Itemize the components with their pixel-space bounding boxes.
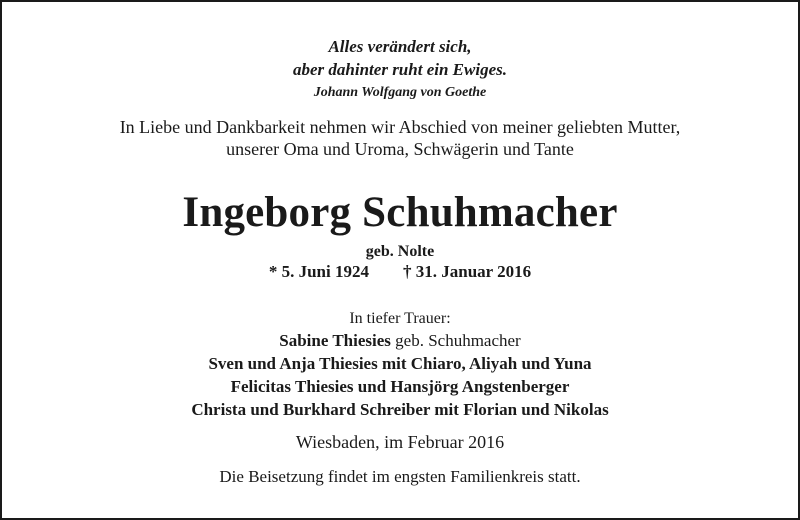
death-date: † 31. Januar 2016 bbox=[402, 262, 532, 281]
intro-line-1: In Liebe und Dankbarkeit nehmen wir Abschied von meiner geliebten Mutter, bbox=[119, 117, 681, 137]
funeral-note: Die Beisetzung findet im engsten Familienkreis statt. bbox=[219, 467, 581, 486]
quote-line-2: aber dahinter ruht ein Ewiges. bbox=[293, 60, 507, 79]
quote-author: Johann Wolfgang von Goethe bbox=[313, 85, 487, 100]
mourner-maiden: geb. Schuhmacher bbox=[390, 331, 521, 350]
mourner-name: Sabine Thiesies bbox=[279, 331, 391, 350]
birth-date: * 5. Juni 1924 bbox=[268, 262, 369, 281]
maiden-name: geb. Nolte bbox=[365, 243, 435, 260]
quote-line-1: Alles verändert sich, bbox=[328, 37, 472, 56]
mourners-heading: In tiefer Trauer: bbox=[349, 310, 451, 327]
mourner-line-3: Felicitas Thiesies und Hansjörg Angstenberger bbox=[230, 377, 570, 396]
life-dates bbox=[0, 263, 800, 280]
deceased-name: Ingeborg Schuhmacher bbox=[182, 189, 618, 236]
intro-line-2: unserer Oma und Uroma, Schwägerin und Tante bbox=[226, 139, 574, 159]
place-date: Wiesbaden, im Februar 2016 bbox=[295, 432, 505, 452]
mourner-line-4: Christa und Burkhard Schreiber mit Florian und Nikolas bbox=[191, 400, 609, 419]
mourner-line-2: Sven und Anja Thiesies mit Chiaro, Aliyah und Yuna bbox=[208, 354, 592, 373]
mourner-line-1 bbox=[0, 332, 800, 349]
